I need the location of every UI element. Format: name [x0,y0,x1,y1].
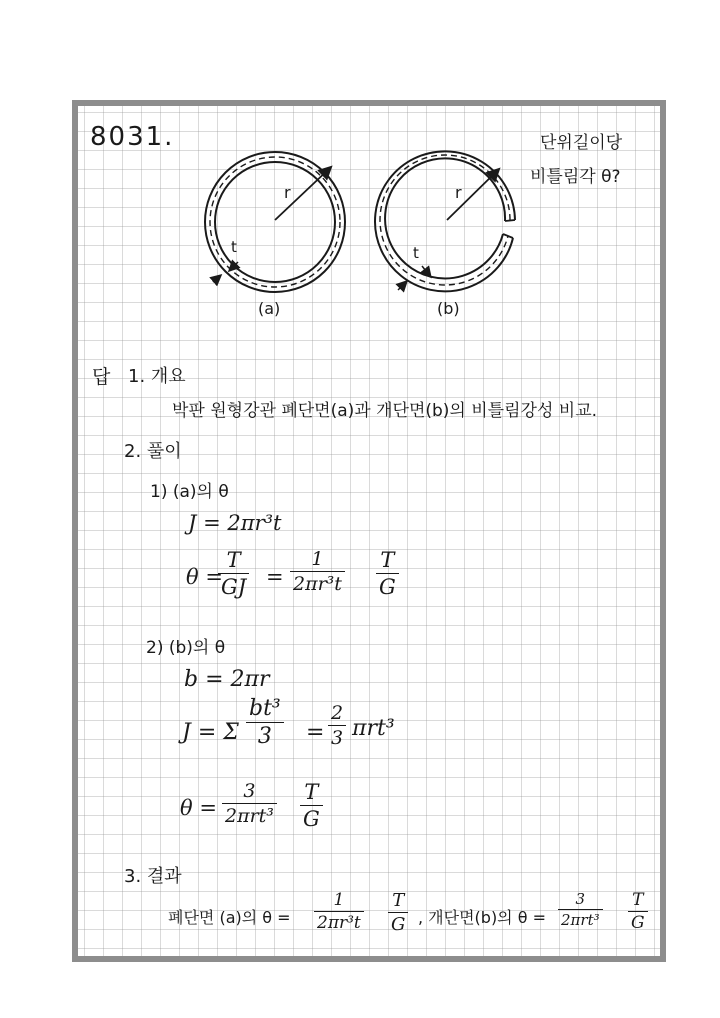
section1-text: 박판 원형강관 폐단면(a)과 개단면(b)의 비틀림강성 비교. [172,401,598,421]
eq-b-J-equals: = [306,720,325,745]
eq-b-J-frac-bt3-over-3: bt³ 3 [246,696,284,749]
closed-section-a [205,152,345,318]
eq-a-theta-lhs: θ = [186,565,223,589]
label-r-b: r [455,183,462,202]
result-b-label: , 개단면(b)의 θ = [418,908,547,927]
result-a-frac-1-over-2pir3t: 1 2πr³t [314,890,364,933]
eq-b-frac-3-over-2pirt3: 3 2πrt³ [222,780,277,827]
eq-a-equals: = [266,565,284,589]
eq-a-J: J = 2πr³t [188,511,282,535]
sub2-title: 2) (b)의 θ [146,638,226,658]
sub1-title: 1) (a)의 θ [150,482,229,502]
section2-title: 2. 풀이 [124,441,182,462]
caption-a: (a) [258,299,281,318]
section3-title: 3. 결과 [124,866,182,887]
eq-a-frac-1-over-2pir3t: 1 2πr³t [290,548,345,595]
result-b-frac-3-over-2pirt3: 3 2πrt³ [558,890,603,929]
eq-b-b: b = 2πr [184,667,270,692]
question-line-1: 단위길이당 [540,133,623,153]
eq-b-J-frac-2-over-3: 2 3 [328,702,346,749]
question-line-2: 비틀림각 θ? [530,167,621,187]
result-a-label: 폐단면 (a)의 θ = [168,908,291,927]
open-section-b [375,151,515,318]
eq-b-J-lhs: J = Σ [182,720,239,745]
answer-label: 답 [92,366,111,388]
section1-title: 1. 개요 [128,366,186,387]
eq-a-frac-T-over-G: T G [376,548,399,599]
problem-number: 8031. [90,122,175,152]
label-r-a: r [284,183,291,202]
result-b-frac-T-over-G: T G [628,890,648,933]
label-t-a: t [231,238,237,256]
label-t-b: t [413,244,419,262]
tube-cross-section-figure [0,0,720,330]
result-a-frac-T-over-G: T G [388,890,408,935]
eq-b-theta-lhs: θ = [180,796,217,820]
eq-a-frac-T-over-GJ: T GJ [218,548,249,599]
caption-b: (b) [437,299,460,318]
eq-b-J-rest: πrt³ [352,716,395,741]
eq-b-frac-T-over-G: T G [300,780,323,831]
